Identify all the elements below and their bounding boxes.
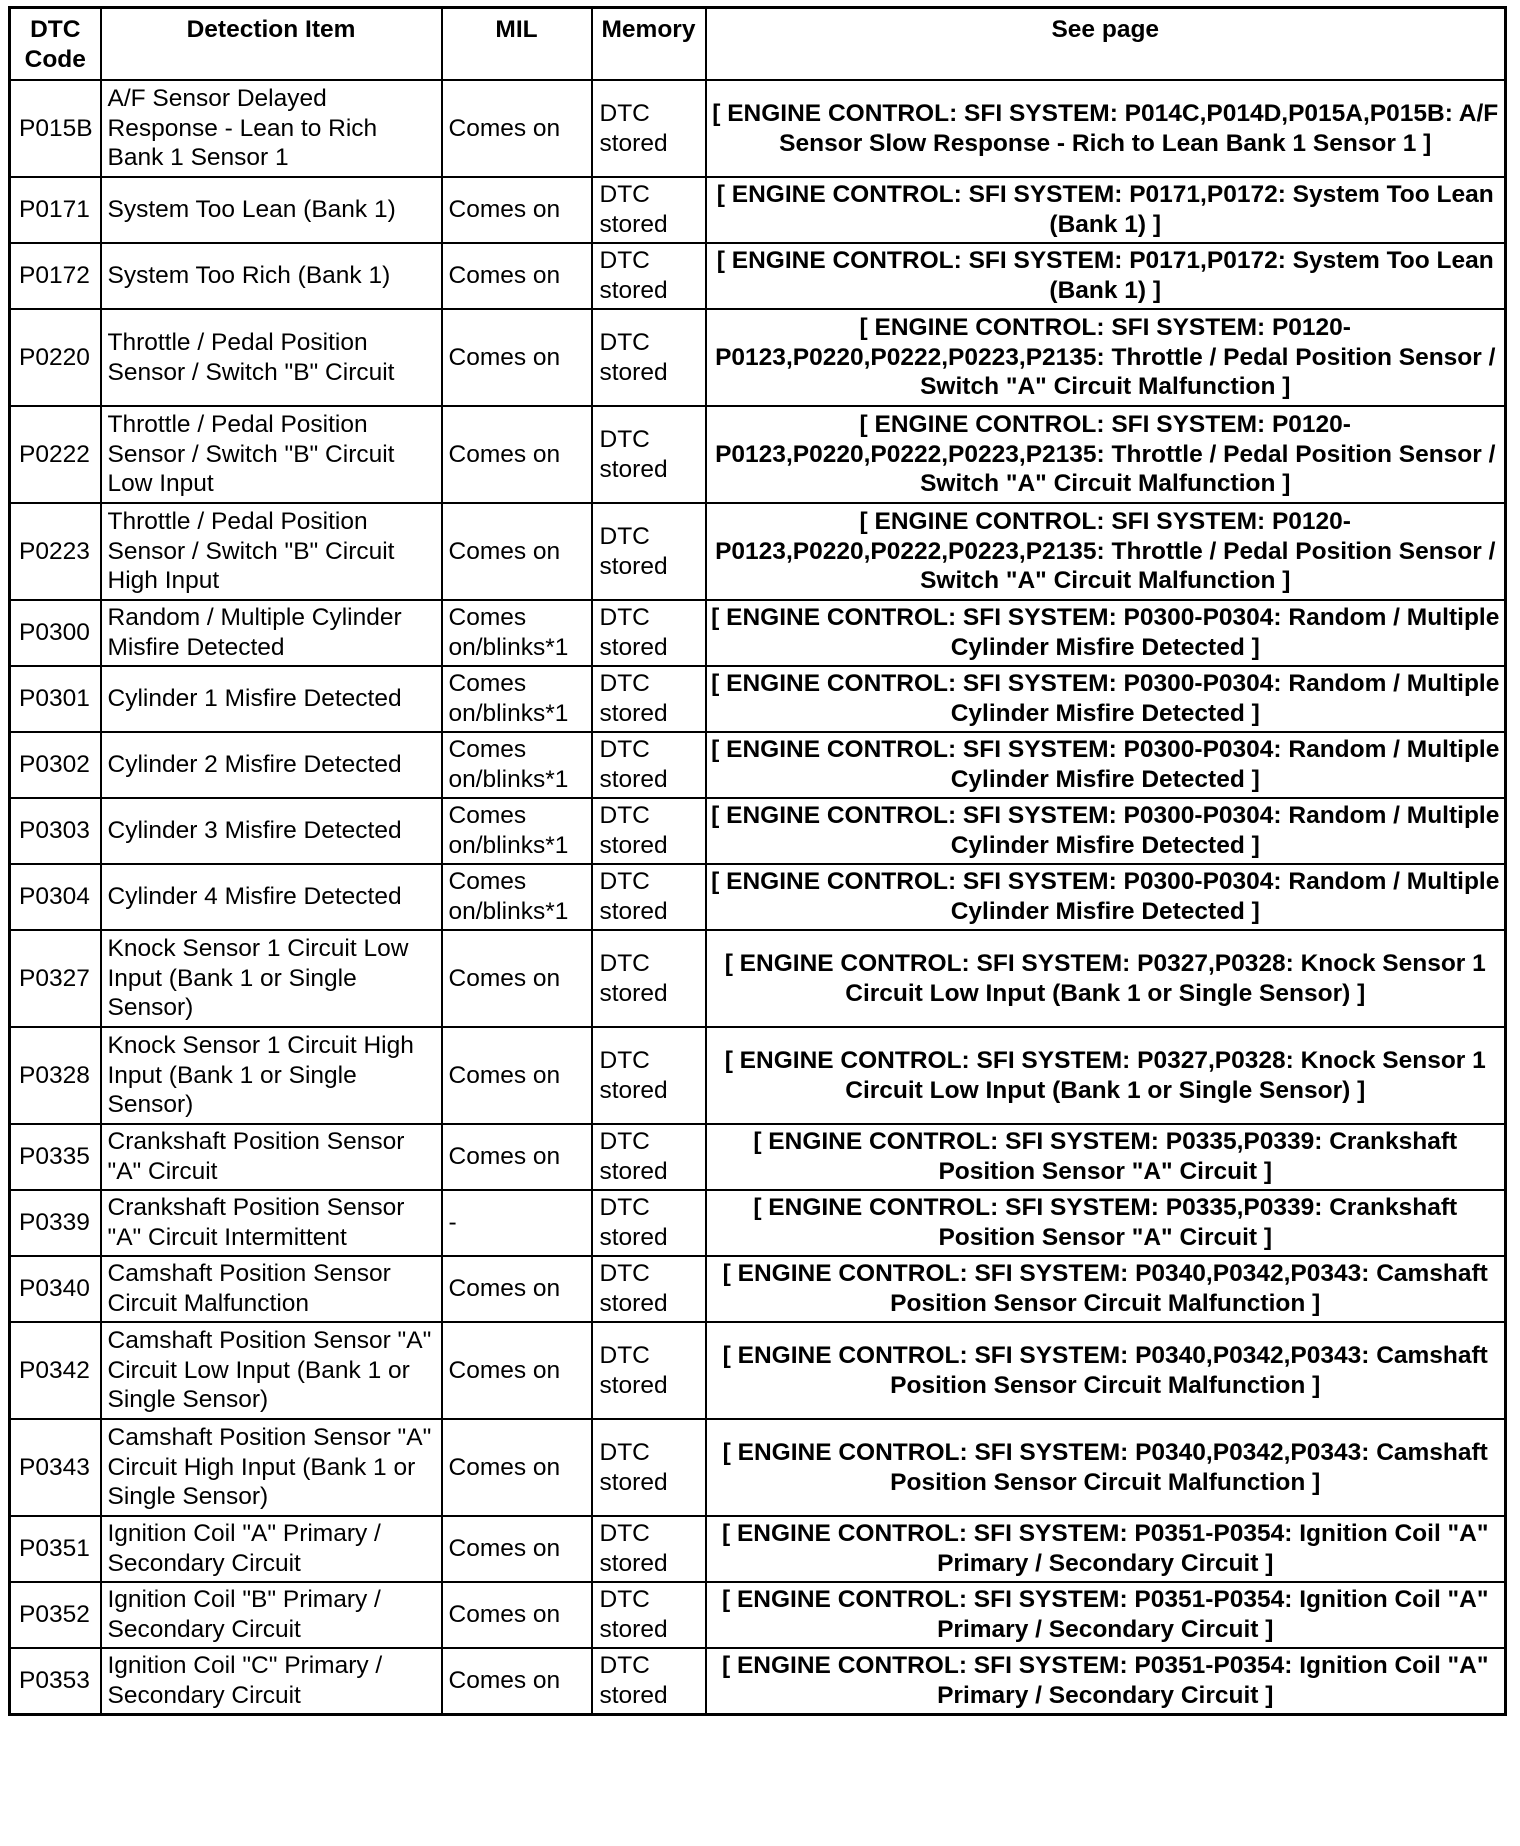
dtc-code-cell: P0223 (10, 503, 101, 600)
memory-cell: DTC stored (592, 1256, 706, 1322)
table-row (10, 1124, 1506, 1190)
memory-cell: DTC stored (592, 1582, 706, 1648)
detection-item-cell: Camshaft Position Sensor "A" Circuit High Input (Bank 1 or Single Sensor) (101, 1419, 442, 1516)
see-page-link[interactable]: [ ENGINE CONTROL: SFI SYSTEM: P0300-P0304: Random / Multiple Cylinder Misfire Detected ] (706, 600, 1506, 666)
memory-cell: DTC stored (592, 1027, 706, 1124)
table-row (10, 1190, 1506, 1256)
dtc-code-cell: P0342 (10, 1322, 101, 1419)
detection-item-cell: Knock Sensor 1 Circuit High Input (Bank 1 or Single Sensor) (101, 1027, 442, 1124)
see-page-link[interactable]: [ ENGINE CONTROL: SFI SYSTEM: P0300-P0304: Random / Multiple Cylinder Misfire Detected ] (706, 798, 1506, 864)
see-page-link[interactable]: [ ENGINE CONTROL: SFI SYSTEM: P0120-P0123,P0220,P0222,P0223,P2135: Throttle / Pedal Position Sensor / Switch "A" Circuit Malfunction ] (706, 309, 1506, 406)
table-row (10, 1256, 1506, 1322)
see-page-link[interactable]: [ ENGINE CONTROL: SFI SYSTEM: P0340,P0342,P0343: Camshaft Position Sensor Circuit Malfunction ] (706, 1419, 1506, 1516)
see-page-link[interactable]: [ ENGINE CONTROL: SFI SYSTEM: P0300-P0304: Random / Multiple Cylinder Misfire Detected ] (706, 732, 1506, 798)
memory-cell: DTC stored (592, 930, 706, 1027)
memory-cell: DTC stored (592, 177, 706, 243)
see-page-link[interactable]: [ ENGINE CONTROL: SFI SYSTEM: P0120-P0123,P0220,P0222,P0223,P2135: Throttle / Pedal Position Sensor / Switch "A" Circuit Malfunction ] (706, 503, 1506, 600)
table-row (10, 732, 1506, 798)
mil-cell: Comes on (442, 1648, 592, 1715)
memory-cell: DTC stored (592, 80, 706, 177)
mil-cell: Comes on (442, 1582, 592, 1648)
detection-item-cell: Throttle / Pedal Position Sensor / Switch "B" Circuit (101, 309, 442, 406)
see-page-link[interactable]: [ ENGINE CONTROL: SFI SYSTEM: P0340,P0342,P0343: Camshaft Position Sensor Circuit Malfunction ] (706, 1322, 1506, 1419)
dtc-code-cell: P0340 (10, 1256, 101, 1322)
mil-cell: Comes on (442, 1516, 592, 1582)
see-page-link[interactable]: [ ENGINE CONTROL: SFI SYSTEM: P0351-P0354: Ignition Coil "A" Primary / Secondary Circuit ] (706, 1582, 1506, 1648)
memory-cell: DTC stored (592, 1322, 706, 1419)
memory-cell: DTC stored (592, 1190, 706, 1256)
table-row (10, 406, 1506, 503)
dtc-code-cell: P0300 (10, 600, 101, 666)
memory-cell: DTC stored (592, 864, 706, 930)
table-row (10, 1648, 1506, 1715)
table-row (10, 309, 1506, 406)
dtc-table (8, 6, 1507, 1716)
see-page-link[interactable]: [ ENGINE CONTROL: SFI SYSTEM: P0327,P0328: Knock Sensor 1 Circuit Low Input (Bank 1 or Single Sensor) ] (706, 930, 1506, 1027)
dtc-code-cell: P0327 (10, 930, 101, 1027)
detection-item-cell: Ignition Coil "C" Primary / Secondary Circuit (101, 1648, 442, 1715)
memory-cell: DTC stored (592, 732, 706, 798)
see-page-link[interactable]: [ ENGINE CONTROL: SFI SYSTEM: P0340,P0342,P0343: Camshaft Position Sensor Circuit Malfunction ] (706, 1256, 1506, 1322)
detection-item-cell: Camshaft Position Sensor Circuit Malfunction (101, 1256, 442, 1322)
table-row (10, 666, 1506, 732)
detection-item-cell: A/F Sensor Delayed Response - Lean to Rich Bank 1 Sensor 1 (101, 80, 442, 177)
mil-cell: Comes on/blinks*1 (442, 666, 592, 732)
memory-cell: DTC stored (592, 1419, 706, 1516)
dtc-code-cell: P0328 (10, 1027, 101, 1124)
table-row (10, 1582, 1506, 1648)
see-page-link[interactable]: [ ENGINE CONTROL: SFI SYSTEM: P0351-P0354: Ignition Coil "A" Primary / Secondary Circuit ] (706, 1516, 1506, 1582)
see-page-link[interactable]: [ ENGINE CONTROL: SFI SYSTEM: P0120-P0123,P0220,P0222,P0223,P2135: Throttle / Pedal Position Sensor / Switch "A" Circuit Malfunction ] (706, 406, 1506, 503)
mil-cell: Comes on (442, 406, 592, 503)
memory-cell: DTC stored (592, 666, 706, 732)
table-row (10, 80, 1506, 177)
see-page-link[interactable]: [ ENGINE CONTROL: SFI SYSTEM: P0335,P0339: Crankshaft Position Sensor "A" Circuit ] (706, 1190, 1506, 1256)
header-detection-item: Detection Item (101, 8, 442, 81)
memory-cell: DTC stored (592, 600, 706, 666)
mil-cell: Comes on (442, 177, 592, 243)
see-page-link[interactable]: [ ENGINE CONTROL: SFI SYSTEM: P0300-P0304: Random / Multiple Cylinder Misfire Detected ] (706, 864, 1506, 930)
detection-item-cell: Throttle / Pedal Position Sensor / Switch "B" Circuit Low Input (101, 406, 442, 503)
dtc-code-cell: P0352 (10, 1582, 101, 1648)
header-see-page: See page (706, 8, 1506, 81)
header-memory: Memory (592, 8, 706, 81)
memory-cell: DTC stored (592, 798, 706, 864)
mil-cell: Comes on/blinks*1 (442, 600, 592, 666)
dtc-code-cell: P0335 (10, 1124, 101, 1190)
dtc-code-cell: P0351 (10, 1516, 101, 1582)
table-row (10, 243, 1506, 309)
see-page-link[interactable]: [ ENGINE CONTROL: SFI SYSTEM: P0300-P0304: Random / Multiple Cylinder Misfire Detected ] (706, 666, 1506, 732)
dtc-code-cell: P015B (10, 80, 101, 177)
see-page-link[interactable]: [ ENGINE CONTROL: SFI SYSTEM: P0351-P0354: Ignition Coil "A" Primary / Secondary Circuit ] (706, 1648, 1506, 1715)
dtc-code-cell: P0343 (10, 1419, 101, 1516)
see-page-link[interactable]: [ ENGINE CONTROL: SFI SYSTEM: P0171,P0172: System Too Lean (Bank 1) ] (706, 243, 1506, 309)
mil-cell: Comes on/blinks*1 (442, 864, 592, 930)
see-page-link[interactable]: [ ENGINE CONTROL: SFI SYSTEM: P014C,P014D,P015A,P015B: A/F Sensor Slow Response - Rich to Lean Bank 1 Sensor 1 ] (706, 80, 1506, 177)
table-row (10, 1419, 1506, 1516)
header-dtc-code: DTC Code (10, 8, 101, 81)
table-row (10, 930, 1506, 1027)
detection-item-cell: System Too Rich (Bank 1) (101, 243, 442, 309)
mil-cell: Comes on (442, 1256, 592, 1322)
mil-cell: Comes on/blinks*1 (442, 732, 592, 798)
dtc-code-cell: P0302 (10, 732, 101, 798)
detection-item-cell: Ignition Coil "A" Primary / Secondary Circuit (101, 1516, 442, 1582)
header-mil: MIL (442, 8, 592, 81)
detection-item-cell: Camshaft Position Sensor "A" Circuit Low Input (Bank 1 or Single Sensor) (101, 1322, 442, 1419)
mil-cell: Comes on (442, 1419, 592, 1516)
dtc-code-cell: P0172 (10, 243, 101, 309)
see-page-link[interactable]: [ ENGINE CONTROL: SFI SYSTEM: P0327,P0328: Knock Sensor 1 Circuit Low Input (Bank 1 or Single Sensor) ] (706, 1027, 1506, 1124)
memory-cell: DTC stored (592, 503, 706, 600)
detection-item-cell: Crankshaft Position Sensor "A" Circuit Intermittent (101, 1190, 442, 1256)
table-row (10, 1027, 1506, 1124)
detection-item-cell: Cylinder 1 Misfire Detected (101, 666, 442, 732)
memory-cell: DTC stored (592, 309, 706, 406)
detection-item-cell: Ignition Coil "B" Primary / Secondary Circuit (101, 1582, 442, 1648)
memory-cell: DTC stored (592, 1124, 706, 1190)
dtc-code-cell: P0171 (10, 177, 101, 243)
table-row (10, 1322, 1506, 1419)
mil-cell: Comes on (442, 503, 592, 600)
dtc-code-cell: P0301 (10, 666, 101, 732)
mil-cell: Comes on (442, 80, 592, 177)
table-row (10, 798, 1506, 864)
mil-cell: Comes on (442, 1027, 592, 1124)
memory-cell: DTC stored (592, 1516, 706, 1582)
table-row (10, 864, 1506, 930)
mil-cell: Comes on/blinks*1 (442, 798, 592, 864)
table-row (10, 503, 1506, 600)
dtc-code-cell: P0304 (10, 864, 101, 930)
dtc-code-cell: P0339 (10, 1190, 101, 1256)
dtc-code-cell: P0220 (10, 309, 101, 406)
mil-cell: Comes on (442, 1124, 592, 1190)
detection-item-cell: Knock Sensor 1 Circuit Low Input (Bank 1 or Single Sensor) (101, 930, 442, 1027)
mil-cell: Comes on (442, 309, 592, 406)
dtc-code-cell: P0222 (10, 406, 101, 503)
detection-item-cell: Cylinder 2 Misfire Detected (101, 732, 442, 798)
header-row (10, 8, 1506, 81)
dtc-code-cell: P0353 (10, 1648, 101, 1715)
detection-item-cell: Throttle / Pedal Position Sensor / Switch "B" Circuit High Input (101, 503, 442, 600)
detection-item-cell: Random / Multiple Cylinder Misfire Detected (101, 600, 442, 666)
mil-cell: Comes on (442, 930, 592, 1027)
mil-cell: Comes on (442, 1322, 592, 1419)
table-row (10, 177, 1506, 243)
memory-cell: DTC stored (592, 406, 706, 503)
see-page-link[interactable]: [ ENGINE CONTROL: SFI SYSTEM: P0171,P0172: System Too Lean (Bank 1) ] (706, 177, 1506, 243)
mil-cell: Comes on (442, 243, 592, 309)
detection-item-cell: Cylinder 4 Misfire Detected (101, 864, 442, 930)
see-page-link[interactable]: [ ENGINE CONTROL: SFI SYSTEM: P0335,P0339: Crankshaft Position Sensor "A" Circuit ] (706, 1124, 1506, 1190)
dtc-code-cell: P0303 (10, 798, 101, 864)
memory-cell: DTC stored (592, 1648, 706, 1715)
detection-item-cell: Cylinder 3 Misfire Detected (101, 798, 442, 864)
table-row (10, 1516, 1506, 1582)
mil-cell: - (442, 1190, 592, 1256)
memory-cell: DTC stored (592, 243, 706, 309)
detection-item-cell: Crankshaft Position Sensor "A" Circuit (101, 1124, 442, 1190)
table-row (10, 600, 1506, 666)
detection-item-cell: System Too Lean (Bank 1) (101, 177, 442, 243)
